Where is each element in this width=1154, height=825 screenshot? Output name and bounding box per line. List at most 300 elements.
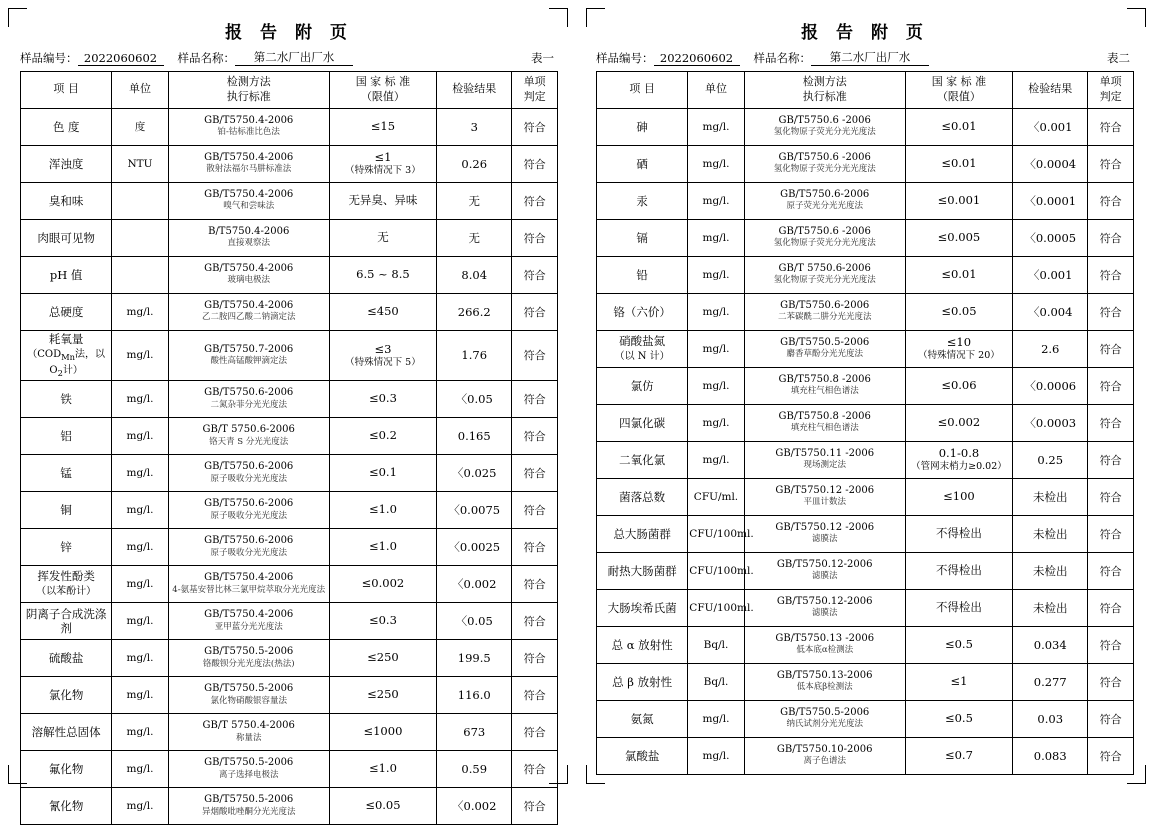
cell-judgement: 符合 (1088, 108, 1134, 145)
cell-standard: ≤0.5 (905, 626, 1012, 663)
cell-item: 氯化物 (21, 676, 112, 713)
crop-mark-bottom-right (549, 765, 568, 784)
table-row (21, 787, 558, 824)
cell-method: GB/T5750.5-2006 纳氏试剂分光光度法 (744, 700, 905, 737)
table-row (597, 737, 1134, 774)
cell-item: 氰化物 (21, 787, 112, 824)
cell-unit: mg/l. (688, 108, 744, 145)
cell-item: 挥发性酚类 （以苯酚计） (21, 565, 112, 602)
cell-standard: ≤3 （特殊情况下 5） (329, 330, 436, 380)
sample-name-label: 样品名称： (177, 51, 235, 65)
cell-judgement: 符合 (1088, 182, 1134, 219)
cell-judgement: 符合 (512, 145, 558, 182)
cell-standard: 不得检出 (905, 515, 1012, 552)
table-row (21, 219, 558, 256)
cell-standard: ≤0.3 (329, 602, 436, 639)
table-row (21, 565, 558, 602)
cell-method: GB/T5750.4-2006 亚甲蓝分光光度法 (168, 602, 329, 639)
cell-item: pH 值 (21, 256, 112, 293)
cell-standard: ≤1.0 (329, 750, 436, 787)
cell-item: 铬（六价） (597, 293, 688, 330)
cell-item: 硝酸盐氮 （以 N 计） (597, 330, 688, 367)
cell-standard: ≤0.06 (905, 367, 1012, 404)
cell-method: GB/T5750.12-2006 滤膜法 (744, 552, 905, 589)
cell-result: 〈0.0003 (1013, 404, 1088, 441)
table-row (21, 293, 558, 330)
cell-unit: mg/l. (112, 491, 168, 528)
cell-item: 铁 (21, 380, 112, 417)
cell-unit: mg/l. (688, 737, 744, 774)
cell-judgement: 符合 (1088, 478, 1134, 515)
cell-method: B/T5750.4-2006 直接观察法 (168, 219, 329, 256)
cell-item: 菌落总数 (597, 478, 688, 515)
cell-judgement: 符合 (1088, 515, 1134, 552)
cell-result: 3 (437, 108, 512, 145)
cell-standard: ≤1.0 (329, 528, 436, 565)
cell-item: 硒 (597, 145, 688, 182)
cell-method: GB/T5750.4-2006 嗅气和尝味法 (168, 182, 329, 219)
cell-item: 镉 (597, 219, 688, 256)
cell-unit (112, 182, 168, 219)
cell-result: 〈0.002 (437, 565, 512, 602)
cell-result: 0.277 (1013, 663, 1088, 700)
cell-result: 无 (437, 219, 512, 256)
cell-standard: ≤1 (905, 663, 1012, 700)
cell-method: GB/T5750.6-2006 原子吸收分光光度法 (168, 491, 329, 528)
cell-method: GB/T5750.11 -2006 现场测定法 (744, 441, 905, 478)
cell-item: 耗氧量 （$COD_{Mn}$法，以 $O_2$计） (21, 330, 112, 380)
cell-item: 总大肠菌群 (597, 515, 688, 552)
cell-unit: mg/l. (688, 145, 744, 182)
cell-judgement: 符合 (512, 676, 558, 713)
cell-result: 〈0.05 (437, 380, 512, 417)
table-number: 表二 (1107, 51, 1130, 65)
table-row (21, 491, 558, 528)
cell-judgement: 符合 (1088, 404, 1134, 441)
cell-result: 〈0.0075 (437, 491, 512, 528)
page-title: 报 告 附 页 (225, 23, 353, 43)
cell-method: GB/T5750.6 -2006 氢化物原子荧光分光光度法 (744, 219, 905, 256)
cell-result: 未检出 (1013, 515, 1088, 552)
cell-item: 氯仿 (597, 367, 688, 404)
cell-result: 1.76 (437, 330, 512, 380)
cell-method: GB/T5750.4-2006 散射法福尔马肼标准法 (168, 145, 329, 182)
table-number: 表一 (531, 51, 554, 65)
cell-unit: mg/l. (688, 367, 744, 404)
cell-unit: mg/l. (112, 528, 168, 565)
cell-judgement: 符合 (1088, 441, 1134, 478)
cell-judgement: 符合 (1088, 626, 1134, 663)
cell-item: 硫酸盐 (21, 639, 112, 676)
cell-standard: 无 (329, 219, 436, 256)
table-row (597, 589, 1134, 626)
cell-judgement: 符合 (512, 491, 558, 528)
cell-result: 〈0.002 (437, 787, 512, 824)
cell-judgement: 符合 (512, 256, 558, 293)
cell-result: 〈0.05 (437, 602, 512, 639)
cell-unit: mg/l. (112, 380, 168, 417)
cell-item: 色 度 (21, 108, 112, 145)
cell-result: 0.083 (1013, 737, 1088, 774)
cell-method: GB/T5750.6-2006 二苯碳酰二肼分光光度法 (744, 293, 905, 330)
cell-standard: 不得检出 (905, 589, 1012, 626)
cell-result: 0.26 (437, 145, 512, 182)
cell-standard: ≤1000 (329, 713, 436, 750)
cell-standard: ≤0.002 (905, 404, 1012, 441)
cell-unit: mg/l. (688, 700, 744, 737)
cell-result: 无 (437, 182, 512, 219)
cell-item: 氯酸盐 (597, 737, 688, 774)
cell-judgement: 符合 (512, 108, 558, 145)
header-result: 检验结果 (1013, 72, 1088, 109)
cell-result: 〈0.0001 (1013, 182, 1088, 219)
cell-standard: ≤0.002 (329, 565, 436, 602)
cell-unit: 度 (112, 108, 168, 145)
cell-unit: mg/l. (688, 404, 744, 441)
table-row (21, 713, 558, 750)
cell-unit: CFU/100ml. (688, 515, 744, 552)
table-row (597, 552, 1134, 589)
table-row (597, 515, 1134, 552)
cell-item: 氨氮 (597, 700, 688, 737)
cell-unit: mg/l. (112, 565, 168, 602)
cell-method: GB/T5750.6-2006 二氮杂菲分光光度法 (168, 380, 329, 417)
cell-item: 二氧化氯 (597, 441, 688, 478)
cell-result: 〈0.0006 (1013, 367, 1088, 404)
sample-name-label: 样品名称： (753, 51, 811, 65)
header-standard: 国 家 标 准 （限值） (905, 72, 1012, 109)
table-row (21, 528, 558, 565)
header-standard: 国 家 标 准 （限值） (329, 72, 436, 109)
cell-unit: Bq/l. (688, 626, 744, 663)
cell-item: 铅 (597, 256, 688, 293)
cell-judgement: 符合 (1088, 256, 1134, 293)
table-row (21, 108, 558, 145)
cell-result: 〈0.0004 (1013, 145, 1088, 182)
cell-judgement: 符合 (1088, 219, 1134, 256)
cell-unit: CFU/ml. (688, 478, 744, 515)
cell-method: GB/T5750.4-2006 玻璃电极法 (168, 256, 329, 293)
cell-unit: mg/l. (688, 293, 744, 330)
sample-name-value: 第二水厂出厂水 (235, 49, 353, 66)
header-unit: 单位 (112, 72, 168, 109)
cell-standard: ≤0.005 (905, 219, 1012, 256)
cell-item: 溶解性总固体 (21, 713, 112, 750)
cell-judgement: 符合 (512, 639, 558, 676)
cell-item: 耐热大肠菌群 (597, 552, 688, 589)
cell-method: GB/T 5750.6-2006 铬天青 S 分光光度法 (168, 417, 329, 454)
crop-mark-bottom-left (8, 765, 27, 784)
cell-method: GB/T5750.13-2006 低本底β检测法 (744, 663, 905, 700)
cell-unit: mg/l. (112, 417, 168, 454)
table-row (597, 108, 1134, 145)
cell-unit (112, 256, 168, 293)
cell-judgement: 符合 (1088, 552, 1134, 589)
cell-judgement: 符合 (512, 602, 558, 639)
header-judge: 单项 判定 (512, 72, 558, 109)
table-row (21, 380, 558, 417)
cell-judgement: 符合 (512, 528, 558, 565)
cell-judgement: 符合 (512, 219, 558, 256)
cell-method: GB/T5750.6-2006 原子吸收分光光度法 (168, 528, 329, 565)
cell-item: 氟化物 (21, 750, 112, 787)
cell-standard: ≤100 (905, 478, 1012, 515)
cell-item: 肉眼可见物 (21, 219, 112, 256)
cell-unit: mg/l. (688, 256, 744, 293)
cell-result: 〈0.0025 (437, 528, 512, 565)
cell-unit: CFU/100ml. (688, 552, 744, 589)
cell-item: 总 α 放射性 (597, 626, 688, 663)
cell-item: 臭和味 (21, 182, 112, 219)
header-result: 检验结果 (437, 72, 512, 109)
cell-result: 116.0 (437, 676, 512, 713)
cell-item: 汞 (597, 182, 688, 219)
meta-row (20, 49, 558, 66)
cell-method: GB/T 5750.6-2006 氢化物原子荧光分光光度法 (744, 256, 905, 293)
cell-method: GB/T5750.5-2006 氯化物硝酸银容量法 (168, 676, 329, 713)
header-unit: 单位 (688, 72, 744, 109)
cell-standard: ≤0.1 (329, 454, 436, 491)
report-page-2 (578, 0, 1154, 792)
cell-unit: mg/l. (112, 454, 168, 491)
cell-standard: 不得检出 (905, 552, 1012, 589)
cell-result: 未检出 (1013, 589, 1088, 626)
cell-method: GB/T5750.13 -2006 低本底α检测法 (744, 626, 905, 663)
cell-unit (112, 219, 168, 256)
cell-unit: mg/l. (112, 602, 168, 639)
report-table-2 (596, 71, 1134, 775)
cell-method: GB/T5750.6-2006 原子荧光分光光度法 (744, 182, 905, 219)
cell-standard: ≤0.05 (905, 293, 1012, 330)
cell-unit: mg/l. (688, 441, 744, 478)
cell-judgement: 符合 (1088, 145, 1134, 182)
table-row (597, 182, 1134, 219)
cell-standard: 0.1-0.8 （管网末梢力≥0.02） (905, 441, 1012, 478)
table-row (597, 293, 1134, 330)
table-row (597, 330, 1134, 367)
cell-judgement: 符合 (512, 417, 558, 454)
table-row (597, 478, 1134, 515)
cell-unit: mg/l. (112, 676, 168, 713)
cell-item: 锰 (21, 454, 112, 491)
cell-standard: ≤0.3 (329, 380, 436, 417)
report-table-1 (20, 71, 558, 825)
cell-result: 0.03 (1013, 700, 1088, 737)
cell-item: 大肠埃希氏菌 (597, 589, 688, 626)
cell-standard: 6.5 ~ 8.5 (329, 256, 436, 293)
cell-standard: ≤0.7 (905, 737, 1012, 774)
table-row (21, 330, 558, 380)
crop-mark-top-left (586, 8, 605, 27)
table-row (597, 626, 1134, 663)
table-row (21, 454, 558, 491)
header-item: 项 目 (21, 72, 112, 109)
cell-item: 四氯化碳 (597, 404, 688, 441)
cell-unit: mg/l. (688, 182, 744, 219)
cell-standard: 无异臭、异味 (329, 182, 436, 219)
sample-no-label: 样品编号： (20, 51, 78, 65)
sample-name-value: 第二水厂出厂水 (811, 49, 929, 66)
cell-method: GB/T5750.8 -2006 填充柱气相色谱法 (744, 367, 905, 404)
table-body-1 (21, 108, 558, 824)
page-title: 报 告 附 页 (801, 23, 929, 43)
cell-standard: ≤0.01 (905, 145, 1012, 182)
cell-standard: ≤0.001 (905, 182, 1012, 219)
cell-result: 0.034 (1013, 626, 1088, 663)
cell-result: 〈0.001 (1013, 256, 1088, 293)
cell-method: GB/T5750.5-2006 异烟酸吡唑酮分光光度法 (168, 787, 329, 824)
cell-judgement: 符合 (512, 565, 558, 602)
cell-result: 未检出 (1013, 478, 1088, 515)
crop-mark-top-right (549, 8, 568, 27)
cell-result: 673 (437, 713, 512, 750)
sample-no-value: 2022060602 (654, 51, 740, 66)
cell-result: 8.04 (437, 256, 512, 293)
cell-method: GB/T5750.12 -2006 平皿计数法 (744, 478, 905, 515)
cell-judgement: 符合 (1088, 589, 1134, 626)
header-method: 检测方法 执行标准 (168, 72, 329, 109)
cell-judgement: 符合 (512, 330, 558, 380)
cell-unit: mg/l. (688, 330, 744, 367)
cell-item: 阴离子合成洗涤剂 (21, 602, 112, 639)
cell-unit: mg/l. (112, 713, 168, 750)
cell-unit: mg/l. (112, 787, 168, 824)
cell-judgement: 符合 (512, 787, 558, 824)
table-row (21, 417, 558, 454)
cell-judgement: 符合 (512, 293, 558, 330)
cell-standard: ≤0.2 (329, 417, 436, 454)
cell-result: 〈0.025 (437, 454, 512, 491)
cell-unit: mg/l. (112, 293, 168, 330)
cell-judgement: 符合 (1088, 367, 1134, 404)
cell-judgement: 符合 (512, 750, 558, 787)
cell-item: 砷 (597, 108, 688, 145)
cell-unit: mg/l. (112, 330, 168, 380)
cell-method: GB/T5750.4-2006 铂-钴标准比色法 (168, 108, 329, 145)
table-row (597, 219, 1134, 256)
cell-method: GB/T5750.6 -2006 氢化物原子荧光分光光度法 (744, 145, 905, 182)
cell-method: GB/T5750.5-2006 离子选择电极法 (168, 750, 329, 787)
header-method: 检测方法 执行标准 (744, 72, 905, 109)
cell-judgement: 符合 (512, 182, 558, 219)
cell-method: GB/T5750.8 -2006 填充柱气相色谱法 (744, 404, 905, 441)
cell-standard: ≤1 （特殊情况下 3） (329, 145, 436, 182)
cell-item: 浑浊度 (21, 145, 112, 182)
cell-standard: ≤1.0 (329, 491, 436, 528)
table-row (21, 750, 558, 787)
cell-item: 总 β 放射性 (597, 663, 688, 700)
cell-method: GB/T5750.5-2006 铬酸钡分光光度法(热法) (168, 639, 329, 676)
cell-method: GB/T5750.10-2006 离子色谱法 (744, 737, 905, 774)
crop-mark-top-left (8, 8, 27, 27)
cell-judgement: 符合 (1088, 737, 1134, 774)
cell-method: GB/T5750.4-2006 4-氨基安替比林三氯甲烷萃取分光光度法 (168, 565, 329, 602)
cell-standard: ≤0.05 (329, 787, 436, 824)
table-header-row (597, 72, 1134, 109)
cell-result: 199.5 (437, 639, 512, 676)
crop-mark-bottom-left (586, 765, 605, 784)
table-row (597, 367, 1134, 404)
table-row (597, 404, 1134, 441)
cell-standard: ≤450 (329, 293, 436, 330)
cell-standard: ≤250 (329, 639, 436, 676)
crop-mark-bottom-right (1127, 765, 1146, 784)
cell-method: GB/T5750.12-2006 滤膜法 (744, 589, 905, 626)
table-row (21, 182, 558, 219)
cell-judgement: 符合 (512, 454, 558, 491)
cell-unit: Bq/l. (688, 663, 744, 700)
cell-method: GB/T5750.7-2006 酸性高锰酸钾滴定法 (168, 330, 329, 380)
cell-result: 0.165 (437, 417, 512, 454)
cell-result: 〈0.0005 (1013, 219, 1088, 256)
cell-unit: NTU (112, 145, 168, 182)
table-row (597, 256, 1134, 293)
table-body-2 (597, 108, 1134, 774)
cell-judgement: 符合 (1088, 293, 1134, 330)
cell-item: 总硬度 (21, 293, 112, 330)
cell-judgement: 符合 (512, 380, 558, 417)
table-row (597, 663, 1134, 700)
cell-standard: ≤250 (329, 676, 436, 713)
cell-judgement: 符合 (1088, 663, 1134, 700)
cell-standard: ≤0.5 (905, 700, 1012, 737)
header-judge: 单项 判定 (1088, 72, 1134, 109)
cell-method: GB/T5750.4-2006 乙二胺四乙酸二钠滴定法 (168, 293, 329, 330)
cell-item: 铝 (21, 417, 112, 454)
table-row (597, 700, 1134, 737)
cell-judgement: 符合 (512, 713, 558, 750)
meta-row (596, 49, 1134, 66)
cell-standard: ≤0.01 (905, 108, 1012, 145)
header-item: 项 目 (597, 72, 688, 109)
cell-result: 2.6 (1013, 330, 1088, 367)
cell-result: 266.2 (437, 293, 512, 330)
sample-no-value: 2022060602 (78, 51, 164, 66)
cell-result: 0.25 (1013, 441, 1088, 478)
cell-unit: CFU/100ml. (688, 589, 744, 626)
cell-method: GB/T 5750.4-2006 称量法 (168, 713, 329, 750)
table-row (597, 441, 1134, 478)
cell-unit: mg/l. (112, 639, 168, 676)
table-row (21, 256, 558, 293)
cell-judgement: 符合 (1088, 700, 1134, 737)
cell-result: 〈0.004 (1013, 293, 1088, 330)
cell-method: GB/T5750.5-2006 麝香草酚分光光度法 (744, 330, 905, 367)
report-page-1 (0, 0, 576, 817)
table-header-row (21, 72, 558, 109)
sample-no-label: 样品编号： (596, 51, 654, 65)
table-row (21, 602, 558, 639)
table-row (21, 145, 558, 182)
cell-unit: mg/l. (112, 750, 168, 787)
cell-result: 未检出 (1013, 552, 1088, 589)
cell-item: 铜 (21, 491, 112, 528)
table-row (21, 639, 558, 676)
cell-result: 0.59 (437, 750, 512, 787)
table-row (597, 145, 1134, 182)
cell-method: GB/T5750.6-2006 原子吸收分光光度法 (168, 454, 329, 491)
cell-unit: mg/l. (688, 219, 744, 256)
cell-method: GB/T5750.12 -2006 滤膜法 (744, 515, 905, 552)
cell-standard: ≤10 （特殊情况下 20） (905, 330, 1012, 367)
cell-result: 〈0.001 (1013, 108, 1088, 145)
cell-standard: ≤15 (329, 108, 436, 145)
cell-standard: ≤0.01 (905, 256, 1012, 293)
cell-method: GB/T5750.6 -2006 氢化物原子荧光分光光度法 (744, 108, 905, 145)
table-row (21, 676, 558, 713)
crop-mark-top-right (1127, 8, 1146, 27)
cell-judgement: 符合 (1088, 330, 1134, 367)
